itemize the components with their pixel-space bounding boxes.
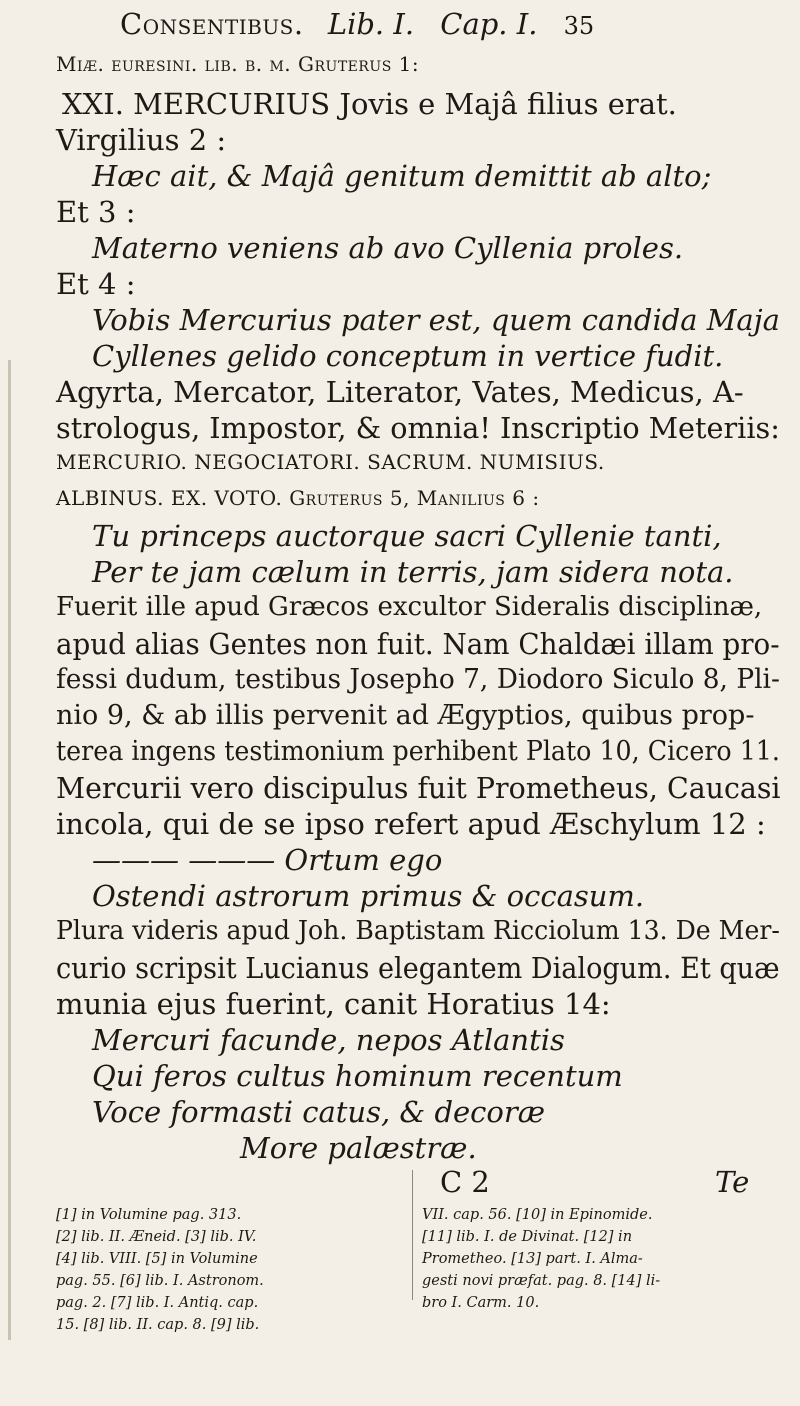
footnote-line: bro I. Carm. 10.	[422, 1295, 540, 1311]
verse-line: Materno veniens ab avo Cyllenia proles.	[92, 231, 684, 265]
text-line: terea ingens testimonium perhibent Plato 10, Cicero 11.	[56, 736, 780, 767]
chapter-number: Cap. I.	[440, 7, 538, 41]
text-line: strologus, Impostor, & omnia! Inscriptio Meteriis:	[56, 411, 780, 445]
verse-line: Mercuri facunde, nepos Atlantis	[92, 1023, 565, 1057]
text-line: apud alias Gentes non fuit. Nam Chaldæi illam pro-	[56, 627, 780, 661]
verse-line: ——— ——— Ortum ego	[92, 843, 443, 877]
text-line: nio 9, & ab illis pervenit ad Ægyptios, quibus prop-	[56, 700, 755, 731]
binding-shadow	[8, 360, 11, 1340]
footnote-line: pag. 55. [6] lib. I. Astronom.	[56, 1273, 264, 1289]
verse-line: Voce formasti catus, & decoræ	[92, 1095, 545, 1129]
text-line: Fuerit ille apud Græcos excultor Sideralis disciplinæ,	[56, 592, 763, 622]
signature-mark: C 2	[440, 1165, 490, 1199]
inscription-line: ALBINUS. EX. VOTO. Gruterus 5, Manilius 6 :	[56, 486, 540, 510]
footnote-line: [11] lib. I. de Divinat. [12] in	[422, 1229, 633, 1245]
footnote-line: Prometheo. [13] part. I. Alma-	[422, 1251, 643, 1267]
footnote-line: 15. [8] lib. II. cap. 8. [9] lib.	[56, 1317, 260, 1333]
verse-line: Cyllenes gelido conceptum in vertice fudit.	[92, 339, 724, 373]
verse-line: More palæstræ.	[240, 1131, 477, 1165]
footnote-line: [1] in Volumine pag. 313.	[56, 1207, 242, 1223]
footnote-line: gesti novi præfat. pag. 8. [14] li-	[422, 1273, 661, 1289]
inscription-line: MERCURIO. NEGOCIATORI. SACRUM. NUMISIUS.	[56, 450, 605, 474]
text-line: Virgilius 2 :	[56, 123, 227, 157]
text-line: Miæ. euresini. lib. b. m. Gruterus 1:	[56, 52, 420, 76]
running-head	[120, 7, 595, 41]
running-title: Consentibus.	[120, 7, 304, 41]
verse-line: Qui feros cultus hominum recentum	[92, 1059, 623, 1093]
footnote-line: [2] lib. II. Æneid. [3] lib. IV.	[56, 1229, 257, 1245]
footnote-line: VII. cap. 56. [10] in Epinomide.	[422, 1207, 653, 1223]
verse-line: Vobis Mercurius pater est, quem candida Maja	[92, 303, 780, 337]
footnote-column-rule	[412, 1170, 413, 1300]
verse-line: Hæc ait, & Majâ genitum demittit ab alto;	[92, 159, 712, 193]
text-line: fessi dudum, testibus Josepho 7, Diodoro Siculo 8, Pli-	[56, 664, 780, 695]
footnote-line: pag. 2. [7] lib. I. Antiq. cap.	[56, 1295, 259, 1311]
text-line: Et 4 :	[56, 267, 136, 301]
text-line: munia ejus fuerint, canit Horatius 14:	[56, 987, 611, 1021]
text-line: incola, qui de se ipso refert apud Æschylum 12 :	[56, 807, 766, 841]
page-number: 35	[563, 12, 595, 40]
text-line: Agyrta, Mercator, Literator, Vates, Medicus, A-	[56, 375, 744, 409]
book-number: Lib. I.	[327, 7, 415, 41]
footnote-line: [4] lib. VIII. [5] in Volumine	[56, 1251, 258, 1267]
verse-line: Ostendi astrorum primus & occasum.	[92, 879, 645, 913]
text-line: Et 3 :	[56, 195, 136, 229]
text-line: Mercurii vero discipulus fuit Prometheus, Caucasi	[56, 771, 781, 805]
text-line: Plura videris apud Joh. Baptistam Ricciolum 13. De Mer-	[56, 916, 780, 946]
verse-line: Tu princeps auctorque sacri Cyllenie tanti,	[92, 519, 722, 553]
verse-line: Per te jam cælum in terris, jam sidera nota.	[92, 555, 734, 589]
text-line: XXI. MERCURIUS Jovis e Majâ filius erat.	[62, 87, 677, 121]
text-line: curio scripsit Lucianus elegantem Dialogum. Et quæ	[56, 951, 780, 985]
catchword: Te	[715, 1165, 750, 1199]
